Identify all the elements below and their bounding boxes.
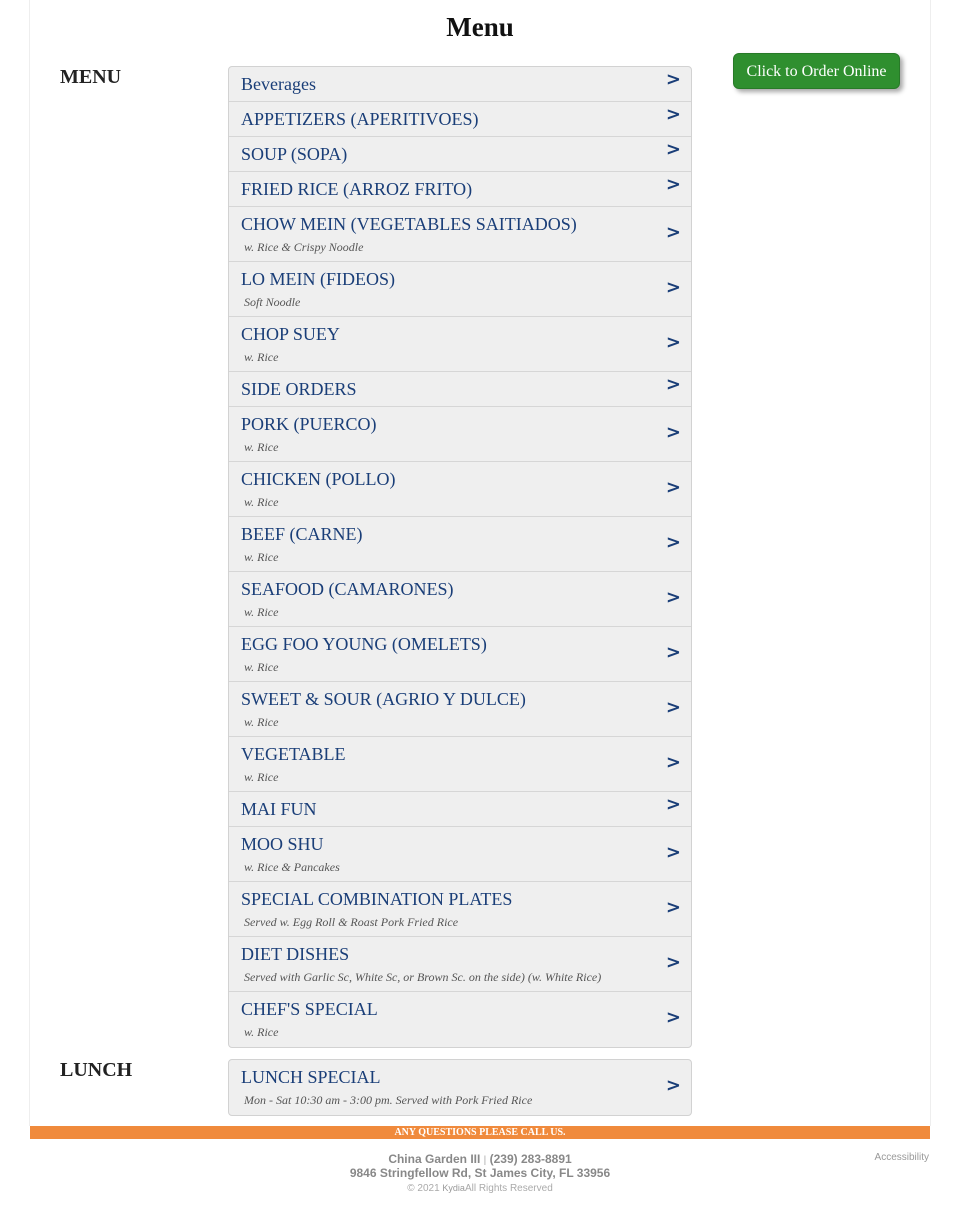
section-label-menu: MENU [60,66,122,88]
accessibility-link[interactable]: Accessibility [874,1152,929,1163]
chevron-right-icon: > [665,222,681,243]
menu-category-name: SWEET & SOUR (AGRIO Y DULCE) [241,689,526,709]
menu-category-subtitle: Mon - Sat 10:30 am - 3:00 pm. Served with Pork Fried Rice [244,1093,533,1107]
footer-phone-link[interactable]: (239) 283-8891 [489,1152,572,1166]
footer-address: 9846 Stringfellow Rd, St James City, FL 33956 [349,1166,611,1180]
menu-category-item[interactable] [229,517,691,572]
menu-category-item[interactable] [229,882,691,937]
menu-category-subtitle: w. Rice [244,495,279,509]
menu-category-subtitle: w. Rice [244,350,279,364]
menu-category-name: SEAFOOD (CAMARONES) [241,579,454,599]
chevron-right-icon: > [665,642,681,663]
chevron-right-icon: > [665,532,681,553]
menu-category-name: CHOW MEIN (VEGETABLES SAITIADOS) [241,214,577,234]
menu-category-item[interactable] [229,572,691,627]
chevron-right-icon: > [665,139,681,160]
copyright-year: © 2021 [407,1183,440,1194]
footer-contact [0,1152,960,1166]
kydia-link[interactable]: Kydia [442,1183,465,1193]
menu-category-name: LUNCH SPECIAL [241,1067,381,1087]
menu-category-item[interactable] [229,372,691,407]
footer-copyright [0,1183,960,1194]
menu-category-item[interactable] [229,407,691,462]
page-title: Menu [446,12,514,42]
menu-category-item[interactable] [229,172,691,207]
menu-category-subtitle: w. Rice [244,770,279,784]
menu-category-name: VEGETABLE [241,744,346,764]
menu-category-item[interactable] [229,317,691,372]
menu-category-name: FRIED RICE (ARROZ FRITO) [241,179,473,199]
menu-category-name: PORK (PUERCO) [241,414,377,434]
chevron-right-icon: > [665,897,681,918]
menu-category-item[interactable] [229,992,691,1047]
menu-category-subtitle: w. Rice & Crispy Noodle [244,240,364,254]
menu-category-name: MOO SHU [241,834,324,854]
chevron-right-icon: > [665,277,681,298]
menu-category-name: BEEF (CARNE) [241,524,363,544]
section-label-lunch: LUNCH [60,1059,133,1081]
menu-category-name: DIET DISHES [241,944,350,964]
chevron-right-icon: > [665,174,681,195]
menu-category-item[interactable] [229,937,691,992]
chevron-right-icon: > [665,332,681,353]
menu-category-item[interactable] [229,737,691,792]
chevron-right-icon: > [665,69,681,90]
menu-category-name: CHICKEN (POLLO) [241,469,396,489]
chevron-right-icon: > [665,1007,681,1028]
menu-category-item[interactable] [229,827,691,882]
chevron-right-icon: > [665,374,681,395]
menu-category-subtitle: w. Rice [244,715,279,729]
menu-category-list [228,66,692,1048]
menu-category-item[interactable] [229,792,691,827]
menu-category-name: SPECIAL COMBINATION PLATES [241,889,513,909]
menu-category-name: MAI FUN [241,799,317,819]
menu-category-name: APPETIZERS (APERITIVOES) [241,109,479,129]
menu-category-name: EGG FOO YOUNG (OMELETS) [241,634,487,654]
chevron-right-icon: > [665,842,681,863]
lunch-category-list [228,1059,692,1116]
menu-category-item[interactable] [229,67,691,102]
menu-category-subtitle: Soft Noodle [244,295,301,309]
menu-category-name: CHOP SUEY [241,324,340,344]
rights-text: All Rights Reserved [464,1183,553,1194]
menu-category-name: Beverages [241,74,316,94]
menu-category-item[interactable] [229,682,691,737]
menu-category-subtitle: w. Rice [244,660,279,674]
menu-category-name: LO MEIN (FIDEOS) [241,269,395,289]
chevron-right-icon: > [665,1075,681,1096]
menu-category-subtitle: w. Rice [244,440,279,454]
menu-category-name: CHEF'S SPECIAL [241,999,378,1019]
menu-category-subtitle: w. Rice [244,1025,279,1039]
footer-separator: | [483,1155,487,1166]
chevron-right-icon: > [665,587,681,608]
menu-category-subtitle: Served with Garlic Sc, White Sc, or Brown Sc. on the side) (w. White Rice) [244,970,602,984]
menu-category-name: SIDE ORDERS [241,379,357,399]
menu-category-subtitle: w. Rice & Pancakes [244,860,340,874]
menu-category-name: SOUP (SOPA) [241,144,348,164]
menu-category-item[interactable] [229,462,691,517]
menu-category-subtitle: Served w. Egg Roll & Roast Pork Fried Rice [244,915,459,929]
menu-category-item[interactable] [229,207,691,262]
footer-restaurant-name: China Garden III [388,1152,481,1166]
chevron-right-icon: > [665,477,681,498]
chevron-right-icon: > [665,752,681,773]
menu-category-item[interactable] [229,102,691,137]
chevron-right-icon: > [665,697,681,718]
chevron-right-icon: > [665,422,681,443]
contact-banner: ANY QUESTIONS PLEASE CALL US. [30,1126,930,1139]
order-online-button[interactable]: Click to Order Online [733,53,900,89]
chevron-right-icon: > [665,104,681,125]
menu-category-subtitle: w. Rice [244,550,279,564]
menu-category-subtitle: w. Rice [244,605,279,619]
menu-category-item[interactable] [229,262,691,317]
chevron-right-icon: > [665,952,681,973]
menu-category-item[interactable] [229,1060,691,1115]
chevron-right-icon: > [665,794,681,815]
menu-category-item[interactable] [229,627,691,682]
menu-category-item[interactable] [229,137,691,172]
